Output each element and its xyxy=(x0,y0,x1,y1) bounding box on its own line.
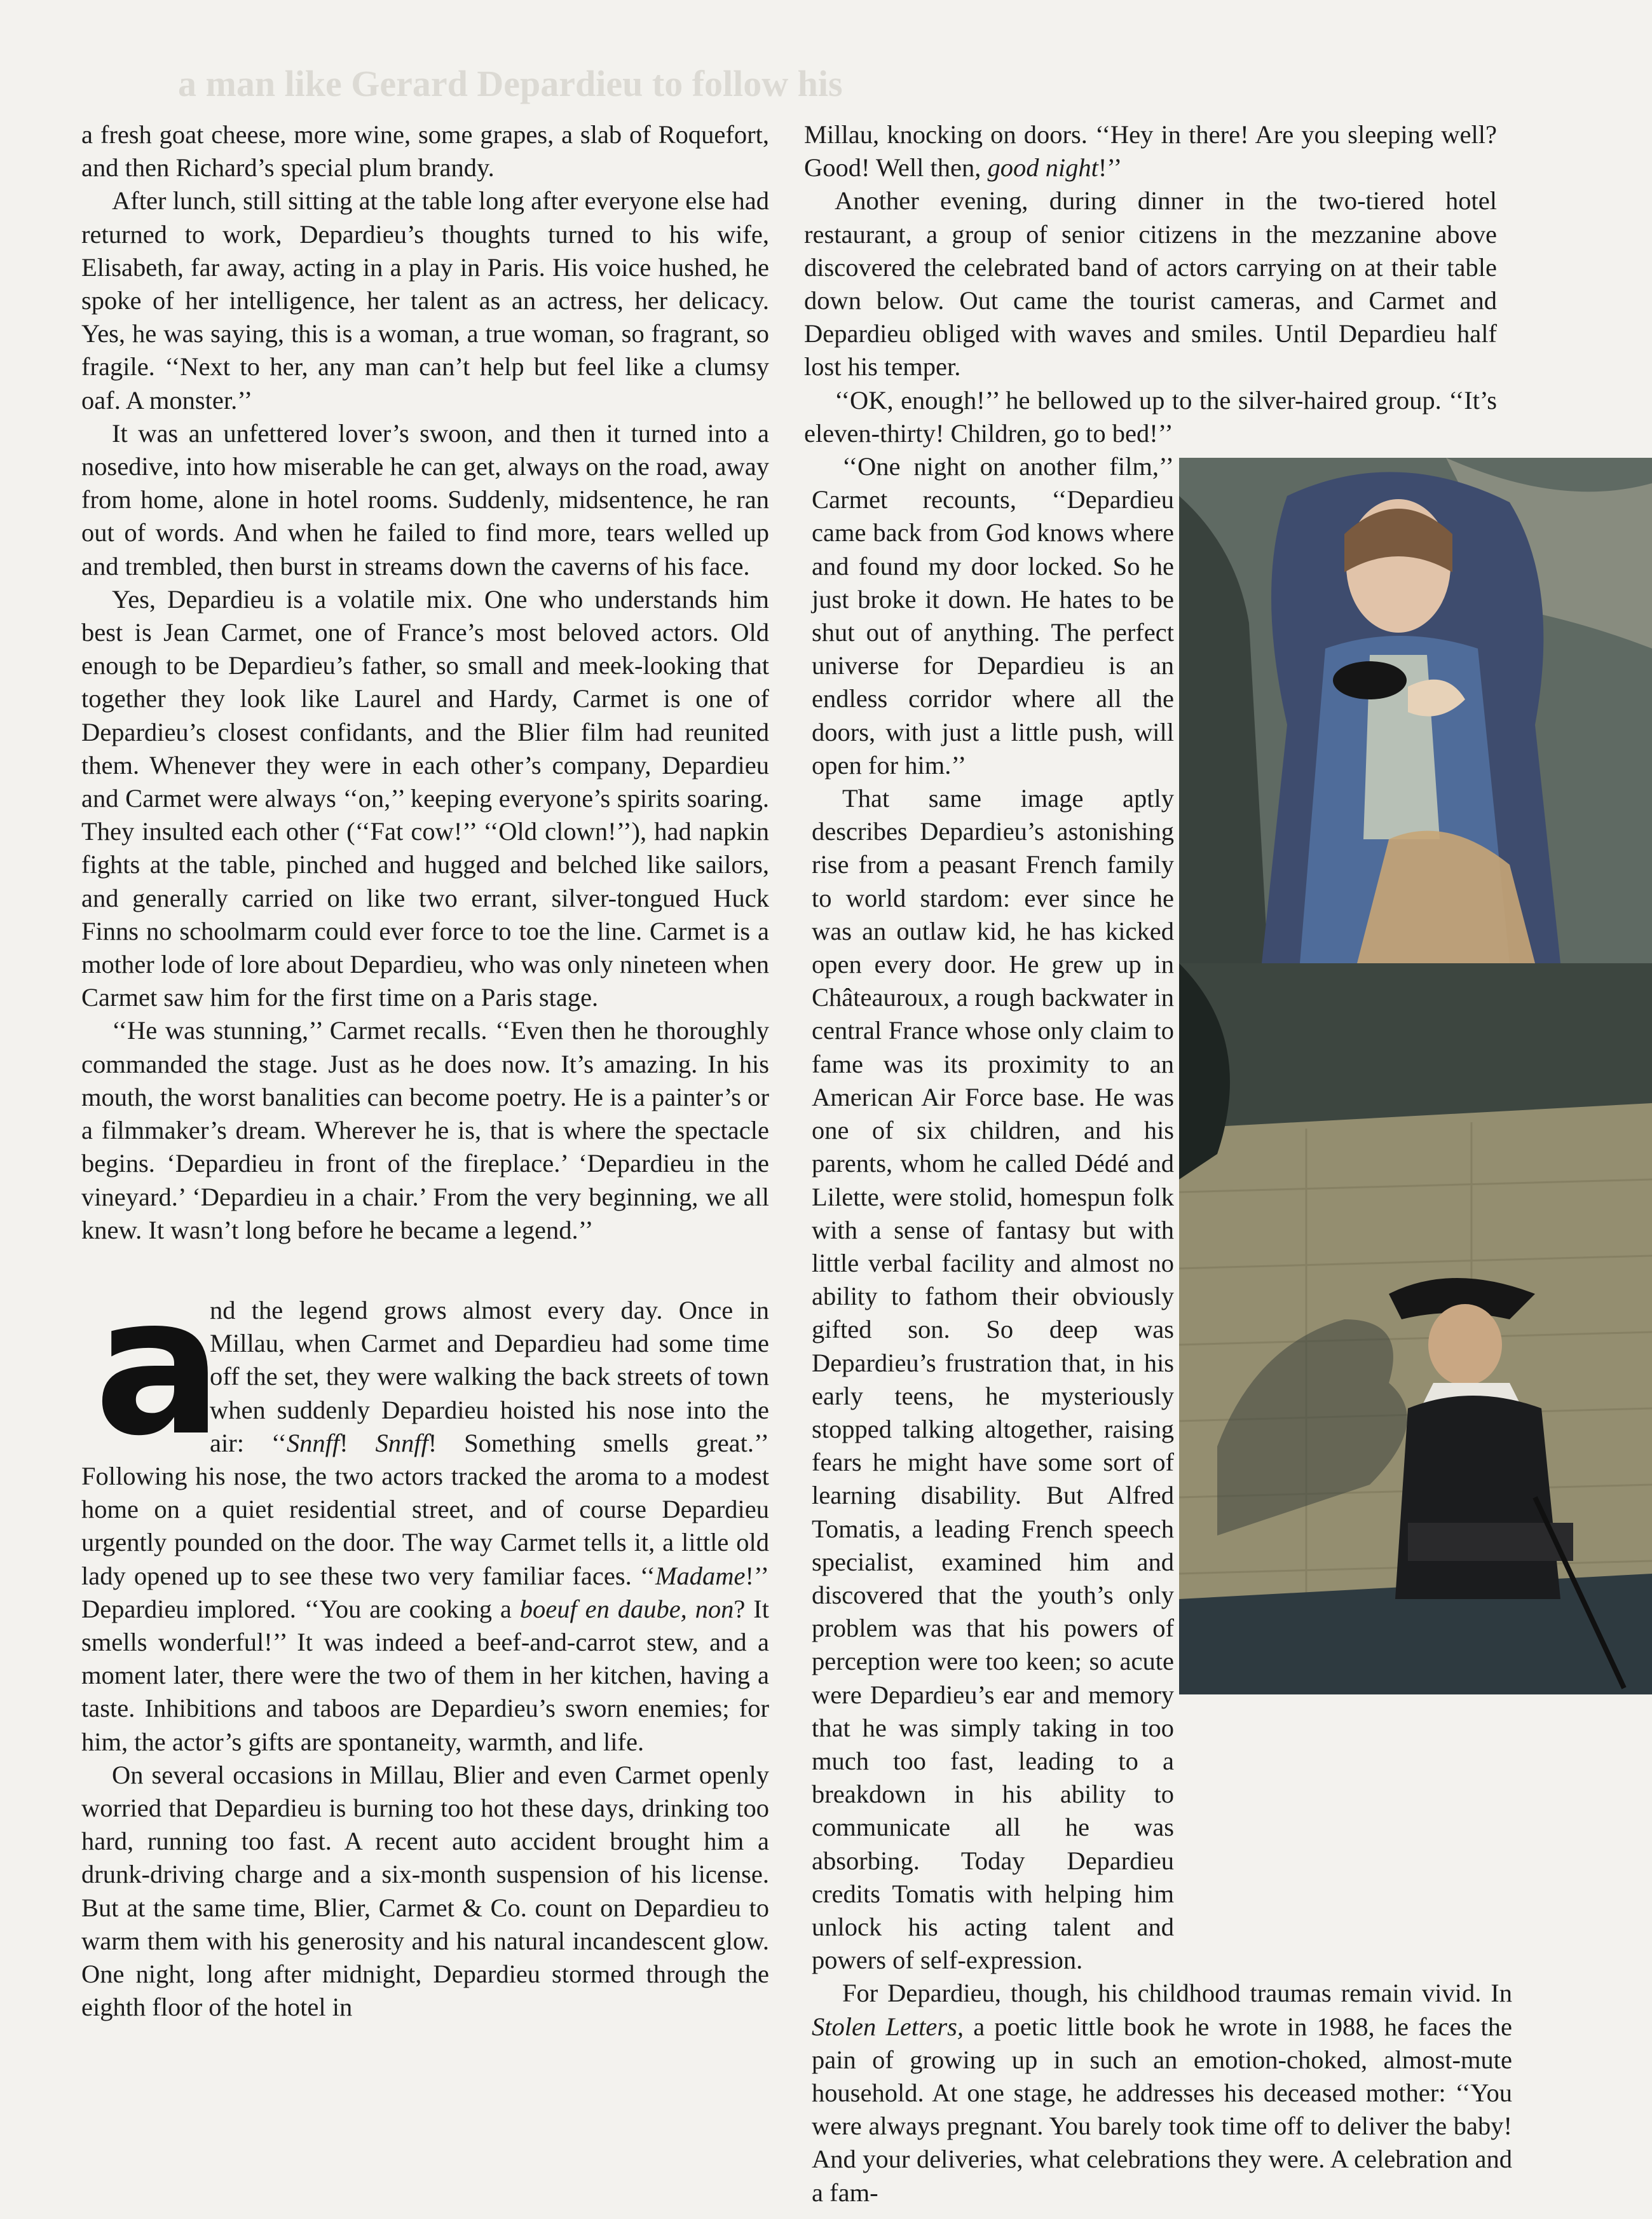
paragraph: On several occasions in Millau, Blier and even Carmet openly worried that Depardieu is burning too hot these days, drinking too hard, running too fast. A recent auto accident brought him a drunk-driving charge and a six-month suspension of his license. But at the same time, Blier, Carmet & Co. count on Depardieu to warm them with his generosity and his natural incandescent glow. One night, long after midnight, Depardieu stormed through the eighth floor of the hotel in xyxy=(81,1760,769,2022)
paragraph: ‘‘He was stunning,’’ Carmet recalls. ‘‘Even then he thoroughly commanded the stage. Just as he does now. It’s amazing. In his mouth, the worst banalities can become poetry. He is a painter’s or a filmmaker’s dream. Wherever he is, that is where the spectacle begins. ‘Depardieu in front of the fireplace.’ ‘Depardieu in the vineyard.’ ‘Depardieu in a chair.’ From the very beginning, we all knew. It wasn’t long before he became a legend.’’ xyxy=(81,1016,769,1244)
paragraph: For Depardieu, though, his childhood traumas remain vivid. In Stolen Letters, a poetic little book he wrote in 1988, he faces the pain of growing up in such an emotion-choked, almost-mute household. At one stage, he addresses his deceased mother: ‘‘You were always pregnant. You barely took time off to deliver the baby! And your deliveries, what celebrations they were. A celebration and a fam- xyxy=(812,1979,1512,2207)
photo-musketeer-seated xyxy=(1179,963,1652,1694)
paragraph: ‘‘OK, enough!’’ he bellowed up to the silver-haired group. ‘‘It’s eleven-thirty! Children, go to bed!’’ xyxy=(804,385,1497,448)
paragraph: Another evening, during dinner in the two-tiered hotel restaurant, a group of senior citizens in the mezzanine above discovered the celebrated band of actors carrying on at their table down below. Out came the tourist cameras, and Carmet and Depardieu obliged with waves and smiles. Until Depardieu half lost his temper. xyxy=(804,186,1497,381)
paragraph: ‘‘One night on another film,’’ Carmet recounts, ‘‘Depardieu came back from God knows where and found my door locked. So he just broke it down. He hates to be shut out of anything. The perfect universe for Depardieu is an endless corridor where all the doors, with just a little push, will open for him.’’ xyxy=(812,452,1174,780)
photo-woman-with-mask xyxy=(1179,458,1652,963)
paragraph: It was an unfettered lover’s swoon, and then it turned into a nosedive, into how miserable he can get, always on the road, away from home, alone in hotel rooms. Suddenly, midsentence, he ran out of words. And when he failed to find more, tears welled up and trembled, then burst in streams down the caverns of his face. xyxy=(81,418,769,581)
paragraph: Yes, Depardieu is a volatile mix. One who understands him best is Jean Carmet, one of France’s most beloved actors. Old enough to be Depardieu’s father, so small and meek-looking that together they look like Laurel and Hardy, Carmet is one of Depardieu’s closest confidants, and the Blier film had reunited them. Whenever they were in each other’s company, Depardieu and Carmet were always ‘‘on,’’ keeping everyone’s spirits soaring. They insulted each other (‘‘Fat cow!’’ ‘‘Old clown!’’), had napkin fights at the table, pinched and hugged and belched like sailors, and generally carried on like two errant, silver-tongued Huck Finns no schoolmarm could ever force to toe the line. Carmet is a mother lode of lore about Depardieu, who was only nineteen when Carmet saw him for the first time on a Paris stage. xyxy=(81,584,769,1012)
paragraph: After lunch, still sitting at the table long after everyone else had returned to work, Depardieu’s thoughts turned to his wife, Elisabeth, far away, acting in a play in Paris. His voice hushed, he spoke of her intelligence, her talent as an actress, her delicacy. Yes, he was saying, this is a woman, a true woman, so fragrant, so fragile. ‘‘Next to her, any man can’t help but feel like a clumsy oaf. A monster.’’ xyxy=(81,186,769,415)
paragraph: That same image aptly describes Depardieu’s astonishing rise from a peasant French family to world stardom: ever since he was an outlaw kid, he has kicked open every door. He grew up in Châteauroux, a rough backwater in central France whose only claim to fame was its proximity to an American Air Force base. He was one of six children, and his parents, whom he called Dédé and Lilette, were stolid, homespun folk with a sense of fantasy but with little verbal facility and almost no ability to fathom their obviously gifted son. So deep was Depardieu’s frustration that, in his early teens, he mysteriously stopped talking altogether, raising fears he might have some sort of learning disability. But Alfred Tomatis, a leading French speech specialist, examined him and discovered that the youth’s only problem was that his powers of perception were too keen; so acute were Depardieu’s ear and memory that he was simply taking in too much too fast, leading to a breakdown in his ability to communicate all he was absorbing. Today Depardieu credits Tomatis with helping him unlock his acting talent and powers of self-expression. xyxy=(812,784,1174,1975)
drop-cap: a xyxy=(94,1255,221,1478)
ghost-heading: a man like Gerard Depardieu to follow his xyxy=(178,63,843,104)
photo-woman-illustration xyxy=(1179,458,1652,963)
paragraph: a fresh goat cheese, more wine, some grapes, a slab of Roquefort, and then Richard’s special plum brandy. xyxy=(81,120,769,182)
paragraph-dropcap: a nd the legend grows almost every day. Once in Millau, when Carmet and Depardieu had some time off the set, they were walking the back streets of town when suddenly Depardieu hoisted his nose into the air: ‘‘Snnff! Snnff! Something smells great.’’ Following his nose, the two actors tracked the aroma to a modest home on a quiet residential street, and of course Depardieu urgently pounded on the door. The way Carmet tells it, a little old lady opened up to see these two very familiar faces. ‘‘Madame!’’ Depardieu implored. ‘‘You are cooking a boeuf en daube, non? It smells wonderful!’’ It was indeed a beef-and-carrot stew, and a moment later, there were the two of them in her kitchen, having a taste. Inhibitions and taboos are Depardieu’s sworn enemies; for him, the actor’s gifts are spontaneity, warmth, and life. xyxy=(81,1255,770,1756)
left-column xyxy=(81,118,769,2024)
paragraph: Millau, knocking on doors. ‘‘Hey in there! Are you sleeping well? Good! Well then, good night!’’ xyxy=(804,120,1497,182)
photo-musketeer-illustration xyxy=(1179,963,1652,1694)
